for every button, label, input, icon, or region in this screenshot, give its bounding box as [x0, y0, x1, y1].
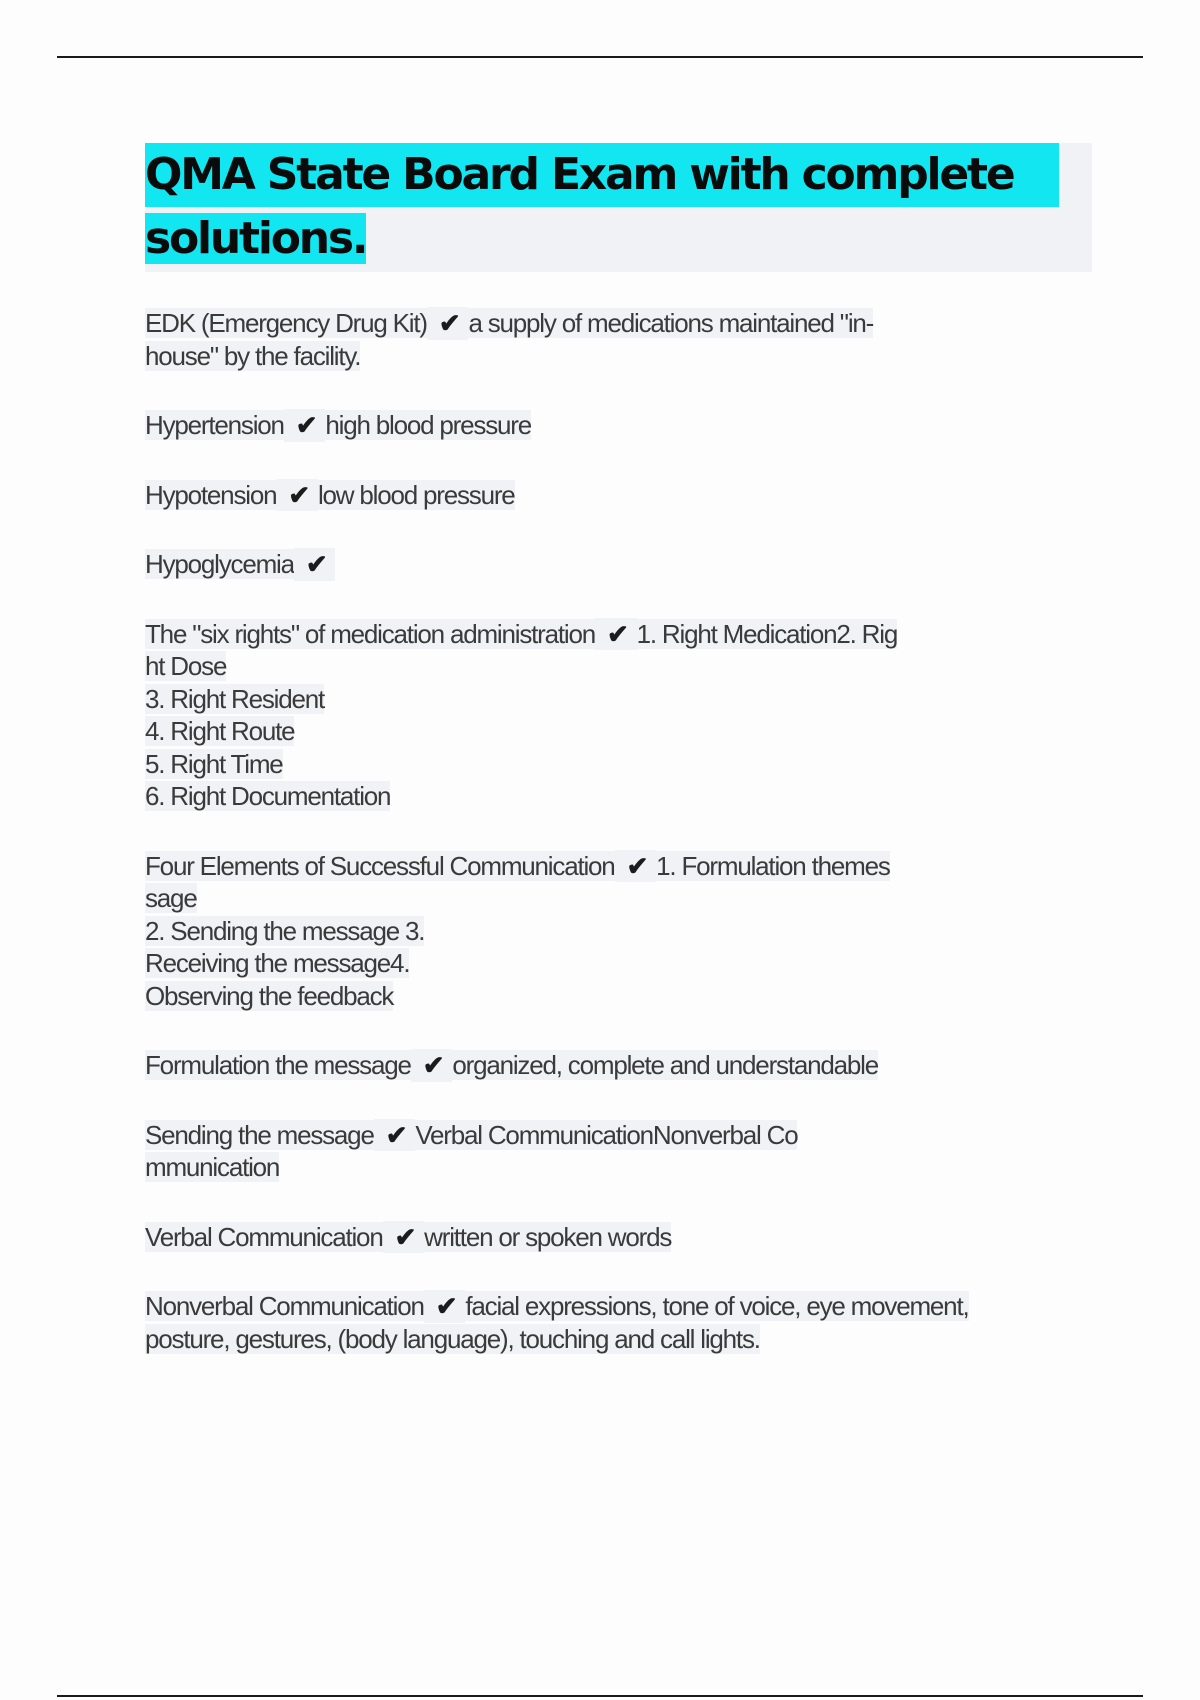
qa-item [145, 409, 1105, 442]
qa-item [145, 850, 1105, 1013]
checkmark-icon: ✔ [615, 850, 657, 883]
qa-term: Hypertension [145, 410, 284, 440]
qa-item [145, 618, 1105, 813]
qa-item [145, 1290, 1105, 1355]
qa-term: Hypotension [145, 479, 277, 510]
qa-answer: Verbal CommunicationNonverbal Co mmunication [145, 1119, 798, 1182]
qa-term: The "six rights" of medication administration [145, 618, 596, 649]
qa-term: EDK (Emergency Drug Kit) [145, 308, 427, 338]
qa-answer: high blood pressure [325, 410, 531, 440]
qa-list [145, 307, 1105, 1392]
checkmark-icon: ✔ [595, 618, 637, 651]
qa-answer: a supply of medications maintained "in- house" by the facility. [145, 308, 874, 371]
checkmark-icon: ✔ [411, 1049, 453, 1082]
qa-answer: organized, complete and understandable [452, 1050, 878, 1080]
checkmark-icon: ✔ [276, 479, 318, 512]
title-line-2: solutions. [145, 213, 367, 264]
qa-term: Sending the message [145, 1119, 374, 1150]
qa-item [145, 1119, 1105, 1184]
qa-term: Formulation the message [145, 1050, 411, 1080]
checkmark-icon: ✔ [424, 1290, 466, 1323]
checkmark-icon: ✔ [284, 409, 326, 442]
qa-answer: facial expressions, tone of voice, eye movement, posture, gestures, (body language), touching and call lights. [145, 1291, 969, 1354]
qa-answer: 1. Formulation themes sage 2. Sending the message 3. Receiving the message4. Observing the feedback [145, 850, 890, 1011]
qa-item [145, 307, 1105, 372]
checkmark-icon: ✔ [374, 1119, 416, 1152]
qa-term: Four Elements of Successful Communication [145, 850, 615, 881]
checkmark-icon: ✔ [383, 1221, 425, 1254]
title-line-1: QMA State Board Exam with complete [145, 143, 1059, 207]
title-block [145, 143, 1092, 272]
qa-answer: 1. Right Medication2. Rig ht Dose 3. Right Resident 4. Right Route 5. Right Time 6. Right Documentation [145, 618, 898, 811]
checkmark-icon: ✔ [294, 548, 336, 581]
qa-item [145, 1221, 1105, 1254]
qa-item [145, 479, 1105, 512]
header-rule [57, 56, 1143, 58]
checkmark-icon: ✔ [427, 307, 469, 340]
qa-term: Hypoglycemia [145, 549, 294, 579]
document-title [145, 143, 1092, 271]
qa-item [145, 548, 1105, 581]
qa-term: Nonverbal Communication [145, 1291, 424, 1321]
qa-item [145, 1049, 1105, 1082]
qa-answer: written or spoken words [424, 1221, 672, 1252]
footer-rule [57, 1695, 1143, 1697]
qa-answer: low blood pressure [317, 479, 515, 510]
qa-term: Verbal Communication [145, 1221, 383, 1252]
